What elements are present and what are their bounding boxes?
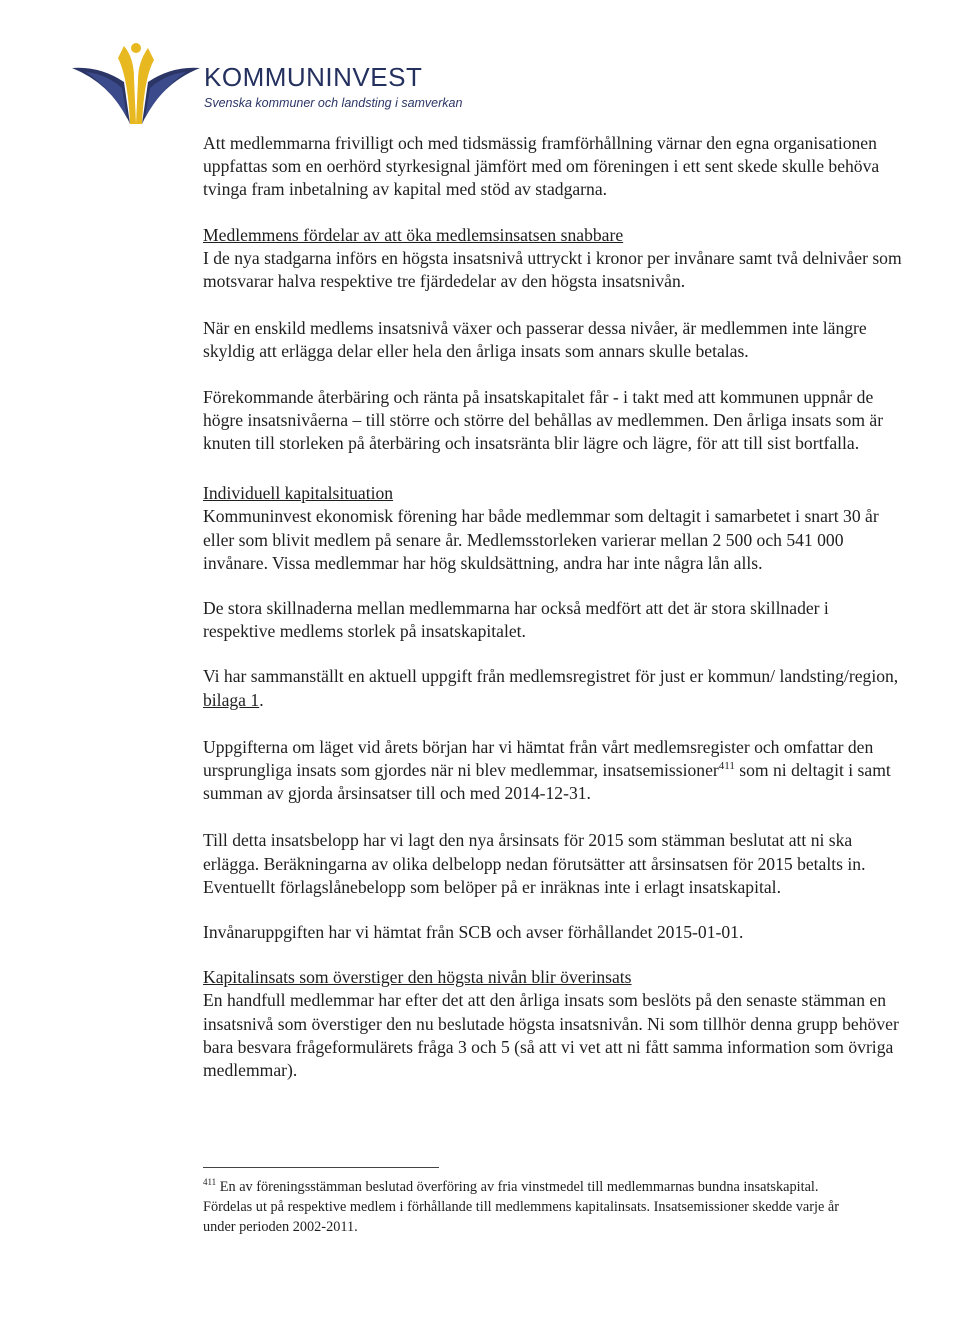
kommuninvest-logo-icon (72, 38, 200, 128)
brand-tagline: Svenska kommuner och landsting i samverkan (204, 96, 463, 110)
paragraph: De stora skillnaderna mellan medlemmarna har också medfört att det är stora skillnader i respektive medlems storlek på insatskapitalet. (203, 598, 829, 642)
paragraph: Kommuninvest ekonomisk förening har både medlemmar som deltagit i samarbetet i snart 30 år eller som blivit medlem på senare år. Medlemsstorleken varierar mellan 2 500 och 541 000 invånare. Vissa medlemmar har hög skuldsättning, andra har inte några lån alls. (203, 506, 879, 573)
paragraph: I de nya stadgarna införs en högsta insatsnivå uttryckt i kronor per invånare samt två delnivåer som motsvarar halva respektive tre fjärdedelar av den högsta insatsnivån. (203, 247, 902, 292)
attachment-reference: bilaga 1 (203, 689, 260, 710)
paragraph: Förekommande återbäring och ränta på insatskapitalet får - i takt med att kommunen uppnår de högre insatsnivåerna – till större och större del behållas av medlemmen. Den årliga insats som är knuten till storleken på återbäring och insatsränta blir lägre och lägre, för att till sist bortfalla. (203, 386, 884, 454)
section-heading: Medlemmens fördelar av att öka medlemsinsatsen snabbare (203, 224, 624, 245)
paragraph: När en enskild medlems insatsnivå växer och passerar dessa nivåer, är medlemmen inte längre skyldig att erlägga delar eller hela den årliga insats som annars skulle betalas. (203, 318, 867, 362)
footnote-text: En av föreningsstämman beslutad överföring av fria vinstmedel till medlemmarnas bundna insatskapital. Fördelas ut på respektive medlem i förhållande till medlemmens kapitalinsats. Insatsemissioner skedde varje år under perioden 2002-2011. (203, 1179, 840, 1235)
section (203, 224, 903, 294)
paragraph-text: . (259, 689, 264, 710)
footnote-number: 411 (203, 1177, 217, 1187)
section (203, 482, 903, 575)
brand-name: KOMMUNINVEST (204, 62, 423, 92)
document-body (203, 132, 903, 1104)
paragraph-text: Uppgifterna om läget vid årets början har vi hämtat från vårt medlemsregister och omfattar den ursprungliga insats som gjordes när ni blev medlemmar, insatsemissioner (203, 736, 874, 781)
paragraph (203, 736, 903, 806)
paragraph: En handfull medlemmar har efter det att den årliga insats som beslöts på den senaste stämman en insatsnivå som överstiger den nu beslutade högsta insatsnivån. Ni som tillhör denna grupp behöver bara besvara frågeformulärets fråga 3 och 5 (så att vi vet att ni fått samma information som övriga medlemmar). (203, 990, 899, 1081)
footnote-reference: 411 (718, 760, 735, 773)
letterhead (72, 38, 492, 128)
section-heading: Kapitalinsats som överstiger den högsta nivån blir överinsats (203, 967, 632, 988)
paragraph-text: Vi har sammanställt en aktuell uppgift från medlemsregistret för just er kommun/ landsting/region, (203, 666, 899, 687)
footnote (203, 1177, 843, 1237)
paragraph: Att medlemmarna frivilligt och med tidsmässig framförhållning värnar den egna organisationen uppfattas som en oerhörd styrkesignal jämfört med om föreningen i ett sent skede skulle behöva tvinga fram inbetalning av kapital med stöd av stadgarna. (203, 133, 880, 200)
paragraph: Till detta insatsbelopp har vi lagt den nya årsinsats för 2015 som stämman beslutat att ni ska erlägga. Beräkningarna av olika delbelopp nedan förutsätter att årsinsatsen för 2015 betalts in. Eventuellt förlagslånebelopp som belöper på er inräknas inte i erlagt insatskapital. (203, 830, 866, 897)
paragraph (203, 665, 903, 711)
paragraph: Invånaruppgiften har vi hämtat från SCB och avser förhållandet 2015-01-01. (203, 922, 744, 943)
section-heading: Individuell kapitalsituation (203, 483, 394, 504)
section (203, 966, 903, 1082)
footnote-divider (203, 1167, 439, 1168)
paragraph-text: som ni deltagit i samt summan av gjorda årsinsatser till och med 2014-12-31. (203, 760, 891, 804)
